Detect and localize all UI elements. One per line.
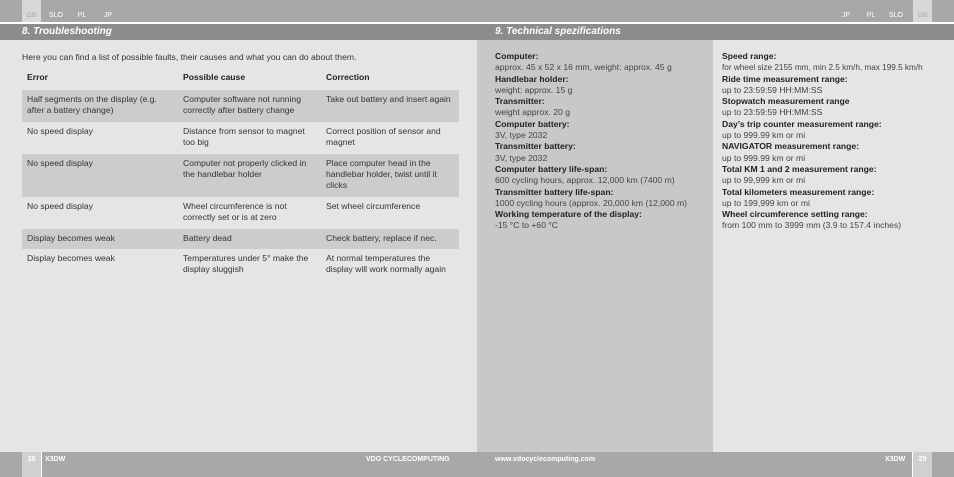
spec-label: Working temperature of the display: [495, 209, 642, 220]
spec-value: -15 °C to +60 °C [495, 220, 559, 231]
spec-value: 3V, type 2032 [495, 130, 548, 141]
error-cell: No speed display [27, 125, 93, 136]
spec-label: Handlebar holder: [495, 73, 569, 84]
table-header-row [22, 70, 459, 90]
specs-column-1 [495, 51, 707, 232]
footer-divider [912, 452, 913, 477]
cause-cell: Distance from sensor to magnet too big [183, 125, 305, 148]
cause-cell: Computer software not running correctly after battery change [178, 90, 321, 122]
error-cell: Display becomes weak [22, 229, 178, 249]
spec-value: up to 999.99 km or mi [722, 152, 806, 163]
spec-label: Total KM 1 and 2 measurement range: [722, 163, 877, 174]
website-link[interactable]: www.vdocyclecomputing.com [495, 456, 596, 463]
language-bar [0, 0, 954, 22]
spec-value: from 100 mm to 3999 mm (3.9 to 157.4 inches) [722, 220, 902, 231]
brand-name: VDO CYCLECOMPUTING [366, 456, 450, 463]
lang-tab-gb-right[interactable]: GB [913, 0, 932, 22]
correction-cell: Set wheel circumference [326, 200, 421, 211]
spec-label: Transmitter battery: [495, 141, 576, 152]
spec-value: up to 999.99 km or mi [722, 130, 806, 141]
spec-value: up to 199,999 km or mi [722, 197, 810, 208]
spec-label: Transmitter battery life-span: [495, 186, 614, 197]
spec-label: Ride time measurement range: [722, 73, 848, 84]
spec-label: Computer: [495, 51, 539, 61]
left-model-name: X3DW [45, 456, 66, 463]
lang-tab-slo-right[interactable]: SLO [888, 12, 903, 19]
spec-label: Computer battery life-span: [495, 163, 608, 174]
spec-label: Day’s trip counter measurement range: [722, 118, 882, 129]
left-page-number: 28 [22, 452, 41, 477]
cause-cell: Computer not properly clicked in the handlebar holder [178, 154, 321, 197]
table-row [22, 154, 459, 197]
spec-value: 1000 cycling hours (approx. 20,000 km (12,000 m) [495, 197, 688, 208]
troubleshooting-heading: 8. Troubleshooting [0, 24, 477, 40]
table-row [22, 122, 459, 154]
column-header-error: Error [27, 72, 49, 82]
lang-tab-pl-right[interactable]: PL [866, 12, 876, 19]
right-model-name: X3DW [885, 456, 906, 463]
column-header-cause: Possible cause [183, 72, 246, 82]
spec-value: approx. 45 x 52 x 16 mm, weight: approx. 45 g [495, 62, 672, 73]
troubleshooting-intro: Here you can find a list of possible faults, their causes and what you can do about them. [22, 52, 357, 62]
spec-label: NAVIGATOR measurement range: [722, 141, 860, 152]
spec-label: Transmitter: [495, 96, 545, 107]
table-row [22, 249, 459, 281]
spec-label: Computer battery: [495, 118, 570, 129]
error-cell: Half segments on the display (e.g. after a battery change) [22, 90, 178, 122]
footer-divider [41, 452, 42, 477]
correction-cell: Correct position of sensor and magnet [326, 125, 441, 148]
spec-label: Total kilometers measurement range: [722, 186, 875, 197]
lang-tab-slo-left[interactable]: SLO [48, 12, 63, 19]
cause-cell: Battery dead [178, 229, 321, 249]
table-row [22, 229, 459, 249]
correction-cell: Place computer head in the handlebar holder, twist until it clicks [321, 154, 459, 197]
footer-bar [0, 452, 954, 477]
specs-column-2 [722, 51, 947, 232]
tech-specs-heading: 9. Technical spezifications [477, 24, 954, 40]
spec-value: up to 23:59:59 HH:MM:SS [722, 84, 823, 95]
right-page-number: 29 [913, 452, 932, 477]
cause-cell: Temperatures under 5° make the display sluggish [183, 253, 309, 275]
spec-value: 3V, type 2032 [495, 152, 548, 163]
spec-value: weight: approx. 15 g [495, 84, 573, 95]
lang-tab-pl-left[interactable]: PL [77, 12, 87, 19]
spec-value: up to 99,999 km or mi [722, 175, 806, 186]
lang-tab-jp-left[interactable]: JP [103, 12, 113, 19]
spec-value: for wheel size 2155 mm, min 2.5 km/h, max 199.5 km/h [722, 63, 923, 73]
spec-value: up to 23:59:59 HH:MM:SS [722, 107, 823, 118]
error-cell: No speed display [27, 200, 93, 211]
table-row [22, 197, 459, 229]
table-row [22, 90, 459, 122]
lang-tab-gb-left[interactable]: GB [22, 0, 41, 22]
column-header-correction: Correction [326, 72, 370, 82]
error-cell: Display becomes weak [27, 253, 115, 264]
lang-tab-jp-right[interactable]: JP [841, 12, 851, 19]
correction-cell: Check battery, replace if nec. [321, 229, 459, 249]
spec-label: Stopwatch measurement range [722, 96, 850, 107]
cause-cell: Wheel circumference is not correctly set or is at zero [183, 200, 287, 223]
troubleshooting-table [22, 70, 459, 281]
correction-cell: Take out battery and insert again [321, 90, 459, 122]
spec-value: weight approx. 20 g [495, 107, 571, 118]
error-cell: No speed display [22, 154, 178, 197]
spec-label: Wheel circumference setting range: [722, 209, 868, 220]
spec-value: 600 cycling hours, approx. 12,000 km (7400 m) [495, 175, 675, 186]
spec-label: Speed range: [722, 51, 777, 61]
correction-cell: At normal temperatures the display will work normally again [326, 253, 446, 275]
